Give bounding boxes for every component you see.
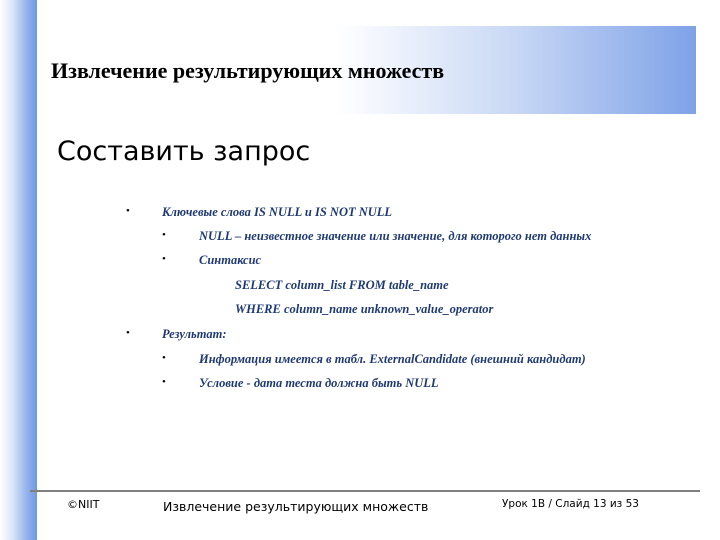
footer-title: Извлечение результирующих множеств xyxy=(163,499,429,514)
bullet-marker: • xyxy=(162,352,166,364)
bullet-marker: • xyxy=(126,327,130,339)
footer-divider xyxy=(30,490,700,492)
footer-page-number: Урок 1B / Слайд 13 из 53 xyxy=(502,498,639,510)
footer-copyright: ©NIIT xyxy=(67,498,100,511)
list-item-info-table: Информация имеется в табл. ExternalCandidate (внешний кандидат) xyxy=(199,352,586,366)
list-item-result: Результат: xyxy=(162,327,227,341)
list-item-keywords: Ключевые слова IS NULL и IS NOT NULL xyxy=(162,205,393,219)
slide-title: Извлечение результирующих множеств xyxy=(51,58,445,83)
list-item-condition: Условие - дата теста должна быть NULL xyxy=(199,376,439,390)
list-item-null-definition: NULL – неизвестное значение или значение, для которого нет данных xyxy=(199,229,592,243)
code-line-where: WHERE column_name unknown_value_operator xyxy=(235,302,494,316)
bullet-marker: • xyxy=(126,205,130,217)
code-line-select: SELECT column_list FROM table_name xyxy=(235,278,449,292)
bullet-marker: • xyxy=(162,229,166,241)
bullet-marker: • xyxy=(162,376,166,388)
slide-subtitle: Составить запрос xyxy=(57,136,311,167)
list-item-syntax: Синтаксис xyxy=(199,253,262,267)
bullet-marker: • xyxy=(162,253,166,265)
